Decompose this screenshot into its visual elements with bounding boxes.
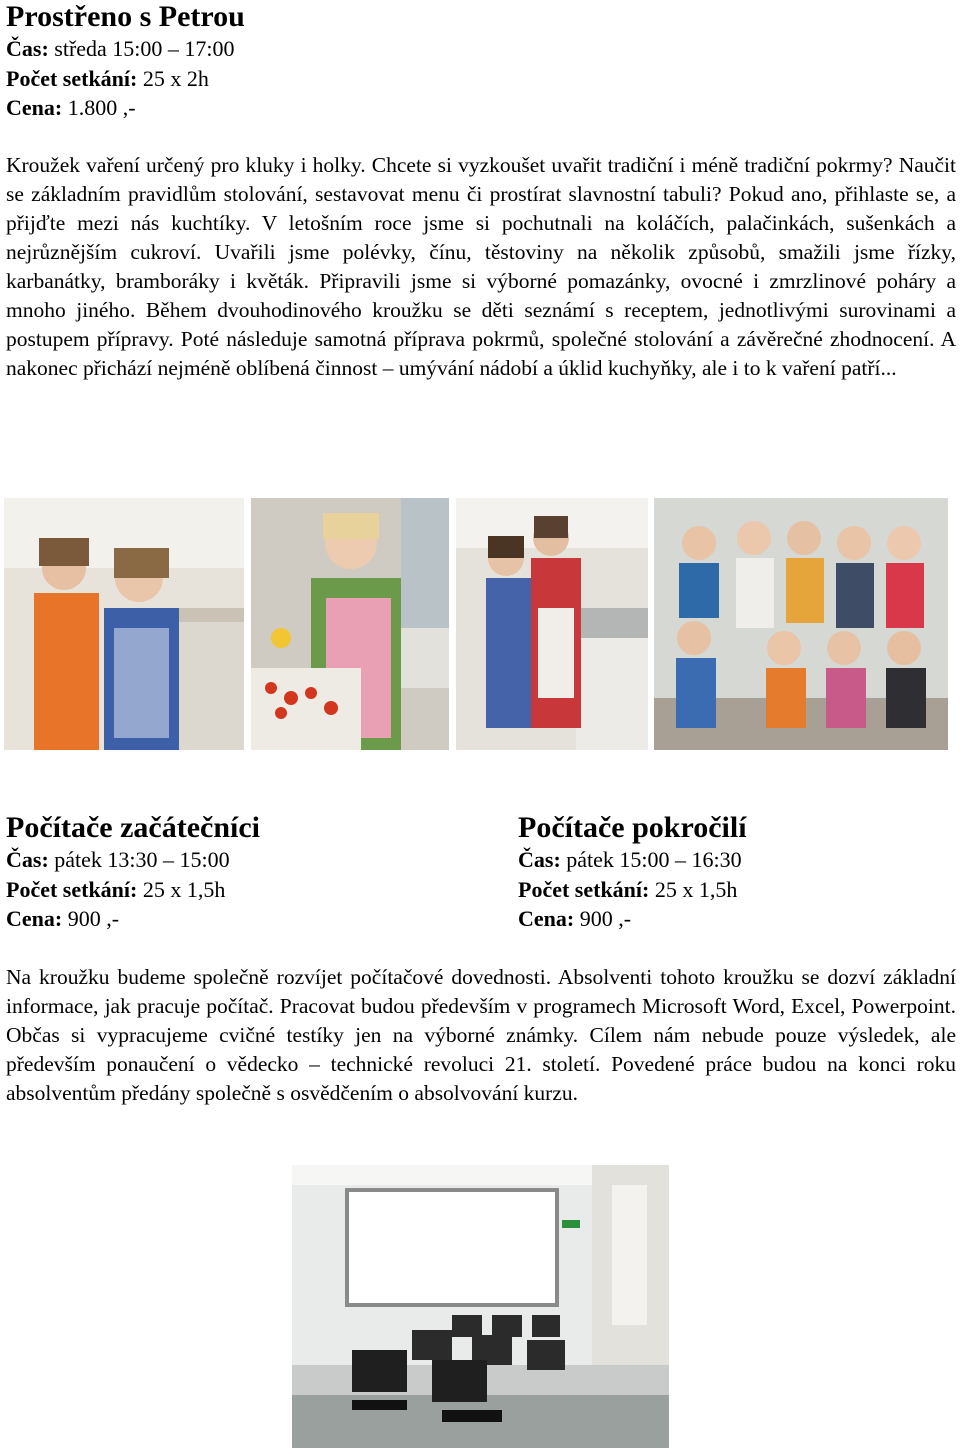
time-label: Čas: bbox=[6, 36, 49, 61]
time-value: pátek 13:30 – 15:00 bbox=[48, 847, 230, 872]
meetings-value: 25 x 1,5h bbox=[137, 876, 226, 902]
advanced-price bbox=[518, 904, 948, 934]
computers-description: Na kroužku budeme společně rozvíjet počítačové dovednosti. Absolventi tohoto kroužku se dozví základní informace, jak pracuje počítač. Pracovat budou především v programech Microsoft Word, Excel, Powerpoint. Občas si vypracujeme cvičné testíky jen na výborné známky. Cílem nám nebude pouze výsledek, ale především ponaučení o vědecko – technické revoluci 21. století. Povedené práce budou na konci roku absolventům předány společně s osvědčením o absolvování kurzu. bbox=[6, 965, 956, 1105]
time-label: Čas: bbox=[518, 847, 561, 872]
cooking-meetings bbox=[6, 64, 956, 94]
price-label: Cena: bbox=[518, 906, 575, 931]
cooking-title: Prostřeno s Petrou bbox=[6, 0, 245, 33]
time-label: Čas: bbox=[6, 847, 49, 872]
price-label: Cena: bbox=[6, 95, 63, 120]
cooking-photo-4 bbox=[654, 498, 948, 750]
computers-beginners bbox=[6, 811, 486, 934]
beginners-title: Počítače začátečníci bbox=[6, 811, 261, 844]
cooking-description: Kroužek vaření určený pro kluky i holky. Chcete si vyzkoušet uvařit tradiční i méně tradiční pokrmy? Naučit se základním pravidlům stolování, sestavovat menu či prostírat slavnostní tabuli? Pokud ano, přihlaste se, a přijďte mezi nás kuchtíky. V letošním roce jsme si pochutnali na koláčích, palačinkách, sušenkách a nejrůznějším cukroví. Uvařili jsme polévky, čínu, těstoviny na několik způsobů, smažili jsme řízky, karbanátky, bramboráky i květák. Připravili jsme si výborné pomazánky, ovocné i zmrzlinové poháry a mnoho jiného. Během dvouhodinového kroužku se děti seznámí s receptem, jednotlivými surovinami a postupem přípravy. Poté následuje samotná příprava pokrmů, společné stolování a závěrečné zhodnocení. A nakonec přichází nejméně oblíbená činnost – umývání nádobí a úklid kuchyňky, ale i to k vaření patří... bbox=[6, 153, 956, 380]
time-value: středa 15:00 – 17:00 bbox=[48, 36, 235, 61]
cooking-photo-1 bbox=[4, 498, 244, 750]
computers-advanced bbox=[518, 811, 948, 934]
price-value: 900 ,- bbox=[62, 906, 120, 931]
meetings-label: Počet setkání: bbox=[6, 876, 138, 902]
meetings-value: 25 x 1,5h bbox=[649, 876, 738, 902]
advanced-time bbox=[518, 845, 948, 875]
time-value: pátek 15:00 – 16:30 bbox=[560, 847, 742, 872]
beginners-meetings bbox=[6, 875, 486, 905]
cooking-section bbox=[6, 0, 956, 123]
meetings-label: Počet setkání: bbox=[6, 65, 138, 91]
price-value: 1.800 ,- bbox=[62, 95, 136, 120]
cooking-photo-3 bbox=[456, 498, 648, 750]
cooking-price bbox=[6, 93, 956, 123]
advanced-title: Počítače pokročilí bbox=[518, 811, 747, 844]
classroom-photo bbox=[292, 1165, 669, 1448]
meetings-label: Počet setkání: bbox=[518, 876, 650, 902]
cooking-photo-2 bbox=[251, 498, 449, 750]
cooking-time bbox=[6, 34, 956, 64]
meetings-value: 25 x 2h bbox=[137, 65, 209, 91]
advanced-meetings bbox=[518, 875, 948, 905]
beginners-time bbox=[6, 845, 486, 875]
price-label: Cena: bbox=[6, 906, 63, 931]
beginners-price bbox=[6, 904, 486, 934]
price-value: 900 ,- bbox=[574, 906, 632, 931]
